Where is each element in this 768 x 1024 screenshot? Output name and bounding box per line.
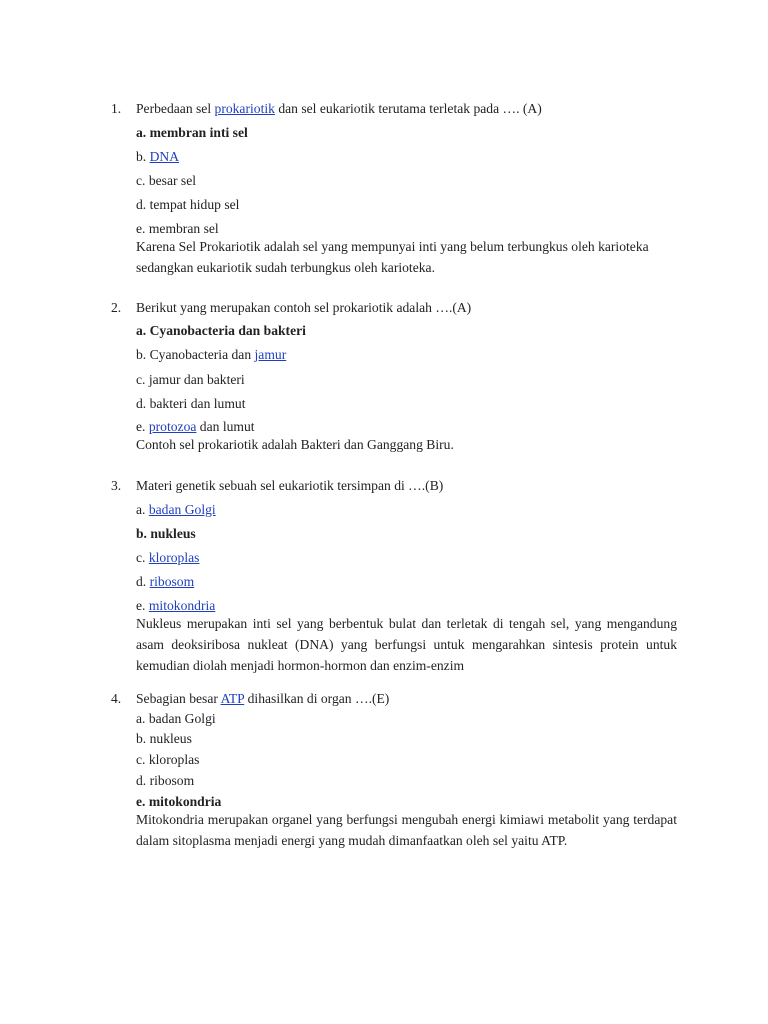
option-e <box>136 598 215 614</box>
explanation: Mitokondria merupakan organel yang berfungsi mengubah energi kimiawi metabolit yang terdapat dalam sitoplasma menjadi energi yang mudah dimanfaatkan oleh sel yaitu ATP. <box>136 812 677 848</box>
option-suffix: dan lumut <box>196 419 255 434</box>
option-d: d. tempat hidup sel <box>136 197 240 212</box>
option-b-correct: b. nukleus <box>136 526 196 541</box>
option-e <box>136 419 255 435</box>
link-ribosom[interactable]: ribosom <box>149 574 195 589</box>
option-c: c. kloroplas <box>136 752 200 767</box>
option-prefix: e. <box>136 598 149 613</box>
stem-text: Sebagian besar <box>136 691 221 706</box>
option-prefix: c. <box>136 550 149 565</box>
option-c: c. besar sel <box>136 173 197 188</box>
option-e-correct: e. mitokondria <box>136 794 222 809</box>
link-badan-golgi[interactable]: badan Golgi <box>148 502 216 517</box>
link-kloroplas[interactable]: kloroplas <box>148 550 200 565</box>
option-d: d. bakteri dan lumut <box>136 396 246 411</box>
link-protozoa[interactable]: protozoa <box>148 419 197 434</box>
option-prefix: a. <box>136 502 149 517</box>
option-prefix: e. <box>136 419 149 434</box>
question-number: 1. <box>111 101 122 116</box>
option-e: e. membran sel <box>136 221 219 236</box>
question-number: 4. <box>111 691 122 706</box>
link-atp[interactable]: ATP <box>220 691 245 706</box>
stem-text: Perbedaan sel <box>136 101 215 116</box>
option-b <box>136 347 286 363</box>
link-jamur[interactable]: jamur <box>254 347 287 362</box>
link-mitokondria[interactable]: mitokondria <box>148 598 216 613</box>
option-c <box>136 550 199 566</box>
option-prefix: b. Cyanobacteria dan <box>136 347 255 362</box>
option-a-correct: a. Cyanobacteria dan bakteri <box>136 323 306 338</box>
option-prefix: b. <box>136 149 150 164</box>
option-a: a. badan Golgi <box>136 711 216 726</box>
stem-text: dan sel eukariotik terutama terletak pada …. (A) <box>274 101 542 116</box>
option-prefix: d. <box>136 574 150 589</box>
explanation: Contoh sel prokariotik adalah Bakteri dan Ganggang Biru. <box>136 437 454 452</box>
question-stem: Materi genetik sebuah sel eukariotik tersimpan di ….(B) <box>136 478 444 493</box>
question-number: 3. <box>111 478 122 493</box>
option-d <box>136 574 194 590</box>
option-a-correct: a. membran inti sel <box>136 125 248 140</box>
option-b <box>136 149 179 165</box>
explanation: Nukleus merupakan inti sel yang berbentuk bulat dan terletak di tengah sel, yang mengandung asam deoksiribosa nukleat (DNA) yang berfungsi untuk mengarahkan sintesis protein untuk kemudian diolah menjadi hormon-hormon dan enzim-enzim <box>136 616 677 673</box>
question-stem: Berikut yang merupakan contoh sel prokariotik adalah ….(A) <box>136 300 472 315</box>
option-a <box>136 502 216 518</box>
question-stem <box>136 691 389 707</box>
link-prokariotik[interactable]: prokariotik <box>214 101 275 116</box>
option-c: c. jamur dan bakteri <box>136 372 245 387</box>
question-number: 2. <box>111 300 122 315</box>
link-dna[interactable]: DNA <box>149 149 180 164</box>
stem-text: dihasilkan di organ ….(E) <box>244 691 390 706</box>
option-b: b. nukleus <box>136 731 192 746</box>
question-stem <box>136 101 542 117</box>
option-d: d. ribosom <box>136 773 195 788</box>
explanation: Karena Sel Prokariotik adalah sel yang mempunyai inti yang belum terbungkus oleh karioteka sedangkan eukariotik sudah terbungkus oleh karioteka. <box>136 239 649 275</box>
